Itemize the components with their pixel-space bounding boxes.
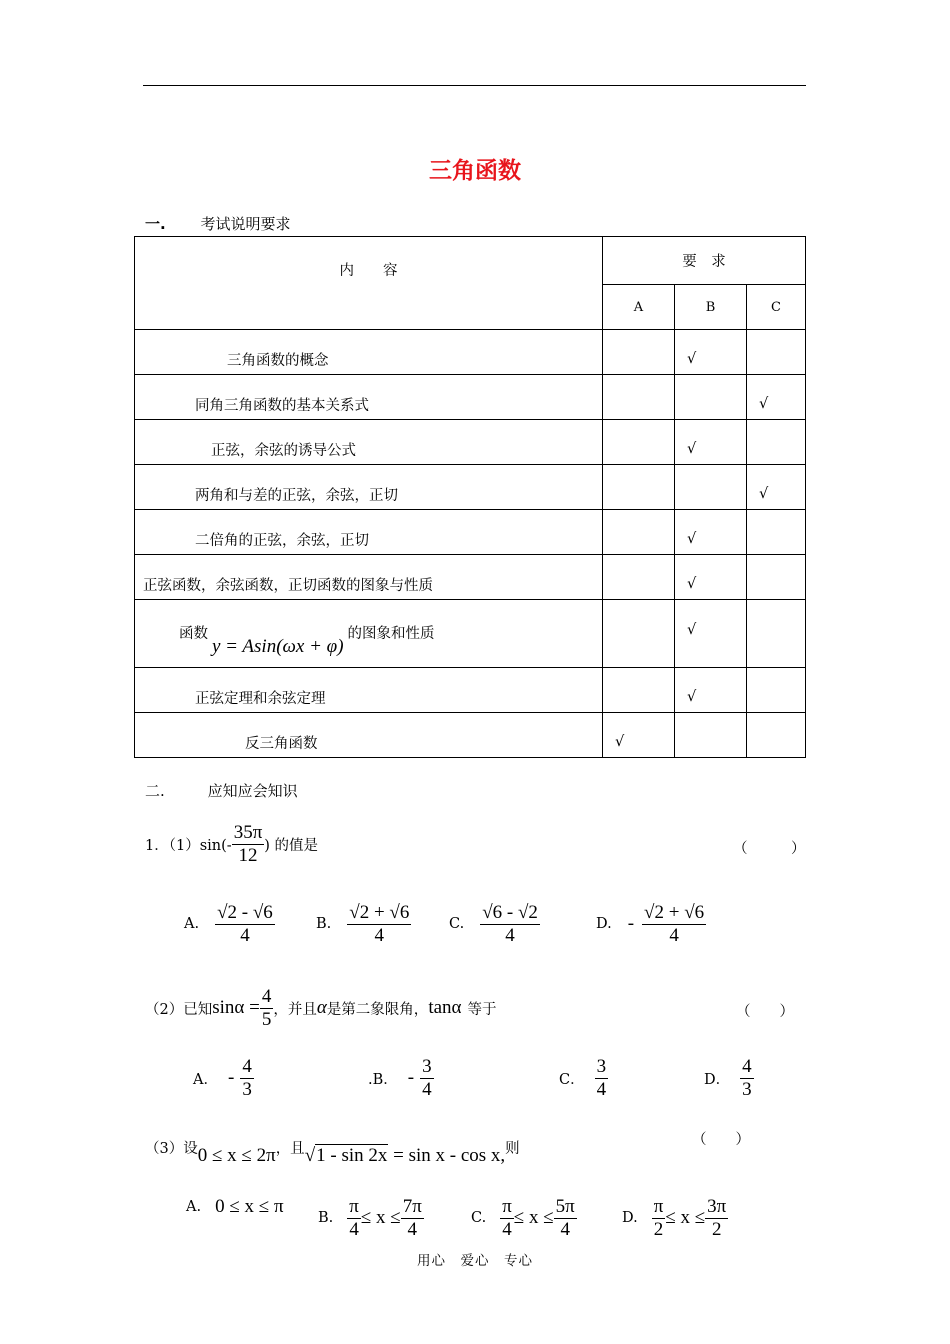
table-row: [135, 600, 806, 668]
section-2-heading: [145, 780, 298, 801]
table-cell-content: 反三角函数: [135, 713, 603, 758]
q3-answer-bracket: （ ）: [692, 1132, 750, 1148]
section-1-title: 考试说明要求: [200, 215, 291, 233]
table-row: [135, 713, 806, 758]
check-mark: √: [687, 576, 697, 592]
table-cell-content: 正弦函数，余弦函数，正切函数的图象与性质: [135, 555, 603, 600]
table-row: [135, 555, 806, 600]
q2-fraction: $\frac{4}{5}$: [261, 986, 272, 1030]
q1-option-c: C. $\frac{√6 - √2}{4}$: [449, 902, 538, 946]
q3-stem: （3）设 0 ≤ x ≤ 2π ，且 √1 - sin 2x = sin x - cos x, 则: [145, 1141, 520, 1166]
table-cell-content: 两角和与差的正弦，余弦，正切: [135, 465, 603, 510]
table-row: [135, 510, 806, 555]
table-cell-level-b: [675, 600, 747, 668]
q2-answer-bracket: （ ）: [736, 1004, 794, 1020]
table-cell-level-b: [675, 555, 747, 600]
header-content: 内 容: [135, 237, 603, 330]
table-cell-level-a: [603, 510, 675, 555]
q1-stem: [145, 822, 318, 867]
q3-option-d: D. $\frac{\pi}{2}$ ≤ x ≤ $\frac{3\pi}{2}$: [622, 1196, 727, 1240]
table-cell-content: 正弦，余弦的诱导公式: [135, 420, 603, 465]
q3-equation: √1 - sin 2x = sin x - cos x,: [304, 1145, 506, 1166]
q2-sin-alpha: sinα =: [212, 997, 260, 1019]
q2-option-c: C． $\frac{3}{4}$: [559, 1056, 607, 1100]
table-row: [135, 330, 806, 375]
table-cell-level-a: [603, 668, 675, 713]
q3-option-a: A. 0 ≤ x ≤ π: [186, 1196, 284, 1217]
table-cell-level-c: [747, 330, 806, 375]
table-cell-level-c: [747, 420, 806, 465]
table-cell-content: 同角三角函数的基本关系式: [135, 375, 603, 420]
check-mark: √: [687, 689, 697, 705]
header-requirement: 要 求: [603, 237, 806, 285]
check-mark: √: [759, 396, 769, 412]
page-footer: 用心 爱心 专心: [417, 1253, 533, 1269]
table-cell-level-a: [603, 555, 675, 600]
check-mark: √: [759, 486, 769, 502]
table-cell-content: 三角函数的概念: [135, 330, 603, 375]
q3-option-b: B. $\frac{\pi}{4}$ ≤ x ≤ $\frac{7\pi}{4}$: [318, 1196, 422, 1240]
check-mark: √: [687, 441, 697, 457]
q1-option-b: B. $\frac{√2 + √6}{4}$: [316, 902, 410, 946]
check-mark: √: [687, 531, 697, 547]
row-formula: y = Asin(ωx + φ): [212, 636, 344, 657]
header-level-a: A: [603, 285, 675, 330]
table-cell-level-a: [603, 465, 675, 510]
table-row: [135, 465, 806, 510]
q2-option-a: A． - $\frac{4}{3}$: [193, 1056, 252, 1100]
table-cell-level-b: [675, 375, 747, 420]
table-row: [135, 420, 806, 465]
q1-option-a: A. $\frac{√2 - √6}{4}$: [184, 902, 273, 946]
table-cell-level-b: [675, 420, 747, 465]
table-cell-level-c: [747, 465, 806, 510]
table-cell-level-a: [603, 375, 675, 420]
table-cell-content: 二倍角的正弦，余弦，正切: [135, 510, 603, 555]
table-cell-level-c: [747, 375, 806, 420]
q1-label: 1．（1）sin(-: [145, 837, 232, 854]
table-cell-level-c: [747, 713, 806, 758]
header-level-c: C: [747, 285, 806, 330]
table-row: [135, 668, 806, 713]
section-1-number: 一.: [145, 215, 166, 233]
q1-answer-bracket: （ ）: [733, 841, 806, 857]
table-cell-content: 正弦定理和余弦定理: [135, 668, 603, 713]
check-mark: √: [687, 351, 697, 367]
row-label-post: 的图象和性质: [347, 626, 435, 642]
header-level-b: B: [675, 285, 747, 330]
table-cell-level-c: [747, 555, 806, 600]
q3-range: 0 ≤ x ≤ 2π: [197, 1144, 276, 1166]
section-1-heading: [145, 213, 291, 234]
table-cell-level-b: [675, 713, 747, 758]
q3-option-c: C. $\frac{\pi}{4}$ ≤ x ≤ $\frac{5\pi}{4}$: [471, 1196, 575, 1240]
section-2-number: 二.: [145, 782, 165, 800]
table-cell-content: [135, 600, 603, 668]
check-mark: √: [615, 734, 625, 750]
table-body: [135, 330, 806, 758]
q2-option-b: .B． - $\frac{3}{4}$: [368, 1056, 432, 1100]
table-cell-level-a: [603, 330, 675, 375]
row-label-pre: 函数: [179, 626, 208, 642]
table-cell-level-c: [747, 510, 806, 555]
table-cell-level-a: [603, 420, 675, 465]
q1-fraction: $\frac{35\pi}{12}$: [233, 822, 263, 866]
q1-option-d: D. - $\frac{√2 + √6}{4}$: [596, 902, 705, 946]
q2-stem: （2）已知 sinα = $\frac{4}{5}$ ，并且 α 是第二象限角， tanα 等于: [145, 986, 497, 1030]
table-cell-level-a: [603, 713, 675, 758]
q2-tan-alpha: tanα: [428, 997, 462, 1019]
header-rule: [143, 85, 806, 86]
table-cell-level-b: [675, 465, 747, 510]
table-cell-level-b: [675, 668, 747, 713]
table-cell-level-b: [675, 330, 747, 375]
q1-after: ) 的值是: [264, 837, 319, 854]
table-cell-level-a: [603, 600, 675, 668]
table-cell-level-c: [747, 600, 806, 668]
table-cell-level-c: [747, 668, 806, 713]
page-title: 三角函数: [429, 158, 521, 184]
table-row: [135, 375, 806, 420]
check-mark: √: [687, 622, 697, 638]
section-2-title: 应知应会知识: [207, 782, 298, 800]
requirements-table: [134, 236, 806, 758]
q2-option-d: D． $\frac{4}{3}$: [704, 1056, 752, 1100]
table-cell-level-b: [675, 510, 747, 555]
